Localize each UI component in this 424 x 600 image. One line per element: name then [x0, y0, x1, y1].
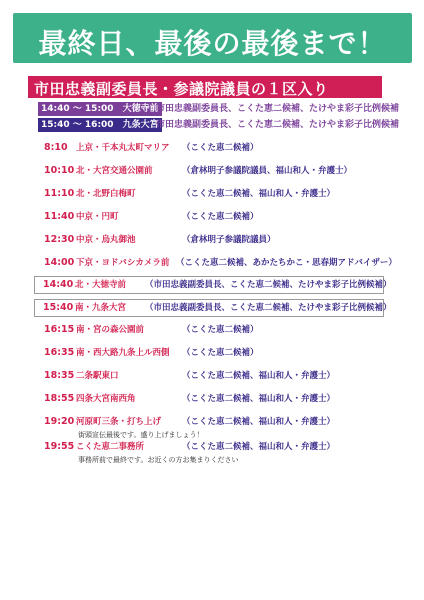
title-banner [13, 13, 412, 63]
banner-title: 最終日、最後の最後まで！ [38, 27, 387, 60]
row-time: 16:15 [44, 324, 75, 335]
row-place: こくた恵二事務所 [76, 442, 145, 452]
row-place: 中京・円町 [76, 212, 119, 222]
visit-time: 15:40 〜 16:00 九条大宮 [38, 118, 162, 132]
row-place: 河原町三条・打ち上げ [76, 417, 162, 427]
row-people: （こくた恵二候補） [182, 325, 259, 335]
row-time: 10:10 [44, 165, 75, 176]
row-people: （こくた恵二候補） [182, 212, 259, 222]
schedule-row [36, 232, 386, 248]
row-place: 北・大宮交通公園前 [76, 166, 153, 176]
row-place: 四条大宮南西角 [76, 394, 136, 404]
schedule-row [36, 391, 386, 407]
schedule-row [36, 368, 386, 384]
visit-detail: 市田忠義副委員長、こくた恵二候補、たけやま彩子比例候補 [156, 104, 400, 114]
visit-time: 14:40 〜 15:00 大徳寺前 [38, 102, 162, 116]
row-place: 南・九条大宮 [75, 303, 127, 313]
row-time: 19:20 [44, 416, 75, 427]
schedule-row [36, 186, 386, 202]
row-time: 12:30 [44, 234, 75, 245]
subhead-title: 市田忠義副委員長・参議院議員の１区入り [34, 80, 329, 98]
row-people: （こくた恵二候補） [182, 143, 259, 153]
row-time: 11:10 [44, 188, 75, 199]
row-time: 11:40 [44, 211, 75, 222]
schedule-row-highlighted [34, 299, 392, 317]
schedule-row [36, 439, 386, 455]
row-place: 二条駅東口 [76, 371, 119, 381]
row-place: 北・大徳寺前 [75, 280, 127, 290]
subhead-bar [28, 76, 382, 98]
row-place: 中京・烏丸御池 [76, 235, 136, 245]
row-place: 北・北野白梅町 [76, 189, 136, 199]
row-place: 南・宮の森公園前 [76, 325, 145, 335]
row-time: 14:40 [43, 279, 74, 290]
row-place: 下京・ヨドバシカメラ前 [76, 258, 170, 268]
row-people: （こくた恵二候補、福山和人・弁護士） [182, 394, 336, 404]
schedule-note: 街頭宣伝最後です。盛り上げましょう！ [78, 431, 204, 439]
row-time: 14:00 [44, 257, 75, 268]
schedule-row [36, 163, 386, 179]
schedule-note: 事務所前で最終です。お近くの方お集まりください [78, 456, 239, 464]
row-people: （こくた恵二候補、あかたちかこ・思春期アドバイザー） [176, 258, 397, 268]
schedule-row [36, 140, 386, 156]
row-people: （こくた恵二候補、福山和人・弁護士） [182, 442, 336, 452]
row-people: （市田忠義副委員長、こくた恵二候補、たけやま彩子比例候補） [145, 303, 392, 313]
schedule-row [36, 414, 386, 430]
schedule-row [36, 345, 386, 361]
row-time: 18:35 [44, 370, 75, 381]
row-time: 16:35 [44, 347, 75, 358]
row-people: （こくた恵二候補、福山和人・弁護士） [182, 371, 336, 381]
row-people: （倉林明子参議院議員、福山和人・弁護士） [182, 166, 353, 176]
schedule-row-highlighted [34, 276, 392, 294]
row-time: 8:10 [44, 142, 68, 153]
schedule-row [36, 209, 386, 225]
row-time: 18:55 [44, 393, 75, 404]
schedule-row [36, 322, 386, 338]
row-time: 19:55 [44, 441, 75, 452]
row-time: 15:40 [43, 302, 74, 313]
row-people: （こくた恵二候補） [182, 348, 259, 358]
visit-detail: 市田忠義副委員長、こくた恵二候補、たけやま彩子比例候補 [156, 120, 400, 130]
row-people: （市田忠義副委員長、こくた恵二候補、たけやま彩子比例候補） [145, 280, 392, 290]
schedule-row [36, 255, 397, 271]
row-place: 南・西大路九条上ル西側 [76, 348, 170, 358]
row-people: （こくた恵二候補、福山和人・弁護士） [182, 189, 336, 199]
row-people: （倉林明子参議院議員） [182, 235, 276, 245]
row-people: （こくた恵二候補、福山和人・弁護士） [182, 417, 336, 427]
row-place: 上京・千本丸太町マリア [76, 143, 170, 153]
